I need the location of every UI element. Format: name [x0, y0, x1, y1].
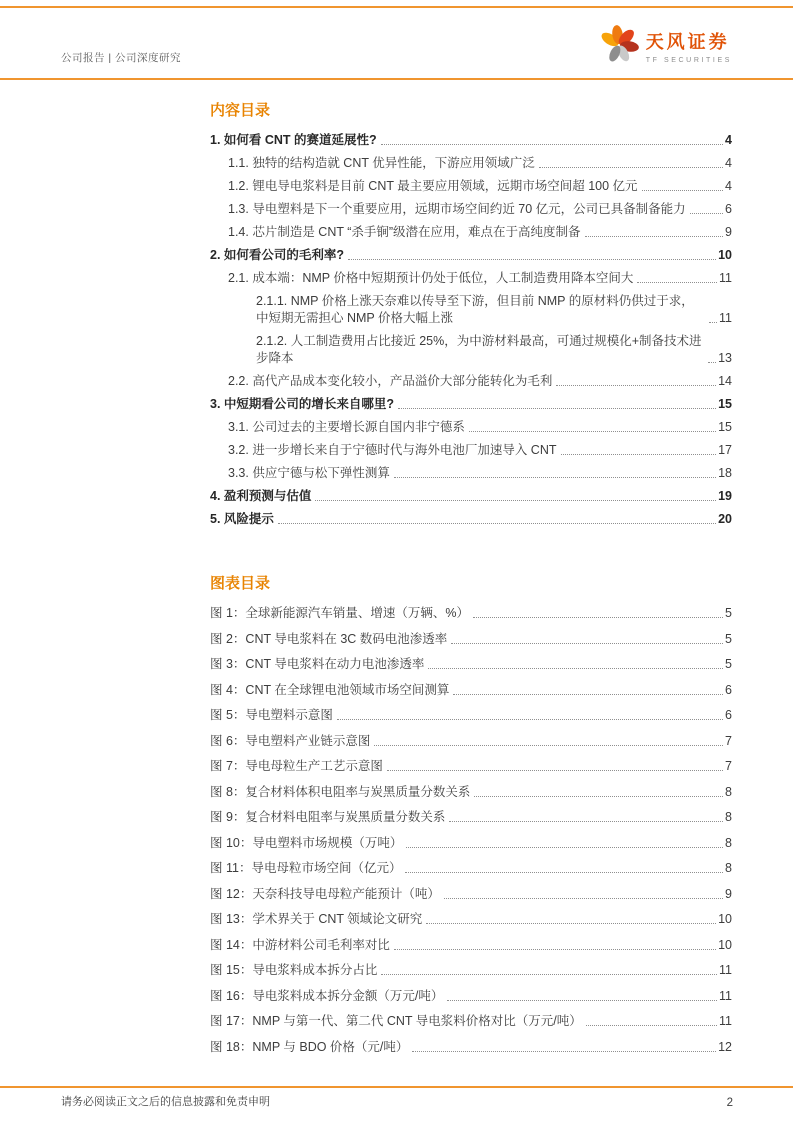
contents-entry-text: 3.2. 进一步增长来自于宁德时代与海外电池厂加速导入 CNT [228, 443, 557, 457]
contents-entry-page-number: 17 [718, 443, 732, 457]
contents-entry-page-number: 18 [718, 466, 732, 480]
figures-entry-page-number: 12 [718, 1039, 732, 1054]
dot-leader [586, 1025, 717, 1026]
figures-entry-text: 图 1：全球新能源汽车销量、增速（万辆、%） [210, 606, 470, 620]
figures-entry[interactable] [210, 758, 732, 775]
figures-entry-text: 图 16：导电浆料成本拆分金额（万元/吨） [210, 988, 444, 1003]
figures-entry-page-number: 9 [725, 886, 732, 901]
figures-entry-text: 图 2：CNT 导电浆料在 3C 数码电池渗透率 [210, 631, 448, 646]
contents-entry-text: 3. 中短期看公司的增长来自哪里? [210, 397, 395, 411]
figures-list [210, 605, 732, 1056]
figures-entry-text: 图 10：导电塑料市场规模（万吨） [210, 835, 403, 850]
contents-entry[interactable] [210, 247, 732, 264]
figures-entry[interactable] [210, 682, 732, 699]
figures-entry-page-number: 5 [725, 657, 732, 671]
dot-leader [709, 322, 717, 323]
contents-entry[interactable] [210, 155, 732, 172]
footer-disclaimer: 请务必阅读正文之后的信息披露和免责申明 [61, 1096, 270, 1108]
contents-entry-text: 1.4. 芯片制造是 CNT “杀手锏”级潜在应用，难点在于高纯度制备 [228, 225, 581, 239]
dot-leader [337, 719, 723, 720]
toc-page-body [210, 101, 732, 1064]
tf-securities-flower-icon [597, 24, 639, 68]
contents-entry-text: 2.1.2. 人工制造费用占比接近 25%，为中游材料最高，可通过规模化+制备技术进步降本 [256, 334, 702, 365]
figures-entry[interactable] [210, 1013, 732, 1030]
contents-entry[interactable] [210, 178, 732, 195]
contents-entry[interactable] [210, 333, 732, 367]
contents-entry-page-number: 4 [725, 156, 732, 170]
contents-entry-text: 5. 风险提示 [210, 512, 274, 526]
dot-leader [469, 431, 716, 432]
dot-leader [412, 1051, 716, 1052]
contents-entry-page-number: 14 [718, 374, 732, 388]
dot-leader [405, 872, 723, 873]
contents-entry[interactable] [210, 442, 732, 459]
contents-entry-text: 2.1. 成本端：NMP 价格中短期预计仍处于低位，人工制造费用降本空间大 [228, 271, 634, 285]
dot-leader [394, 949, 716, 950]
contents-entry-page-number: 11 [719, 311, 732, 325]
figures-entry-page-number: 8 [725, 784, 732, 799]
dot-leader [447, 1000, 717, 1001]
figures-entry-text: 图 8：复合材料体积电阻率与炭黑质量分数关系 [210, 784, 471, 799]
contents-entry-text: 2. 如何看公司的毛利率? [210, 248, 345, 262]
contents-entry-page-number: 4 [725, 133, 732, 147]
dot-leader [690, 213, 723, 214]
contents-entry-page-number: 11 [719, 271, 732, 285]
figures-section-title: 图表目录 [210, 575, 271, 592]
figures-entry-text: 图 9：复合材料电阻率与炭黑质量分数关系 [210, 810, 446, 824]
figures-entry[interactable] [210, 809, 732, 826]
contents-entry-page-number: 9 [725, 225, 732, 239]
contents-entry-text: 4. 盈利预测与估值 [210, 489, 312, 503]
figures-entry-text: 图 4：CNT 在全球锂电池领域市场空间测算 [210, 682, 450, 697]
dot-leader [398, 408, 716, 409]
brand-subtitle: TF SECURITIES [645, 57, 732, 64]
contents-entry-text: 1.3. 导电塑料是下一个重要应用，远期市场空间约近 70 亿元，公司已具备制备能力 [228, 202, 686, 216]
dot-leader [708, 362, 716, 363]
brand-name: 天风证券 [645, 32, 730, 52]
top-rule [0, 6, 793, 8]
figures-entry[interactable] [210, 911, 732, 928]
figures-entry-page-number: 8 [725, 810, 732, 824]
contents-section-title: 内容目录 [210, 102, 271, 119]
contents-entry-text: 1.1. 独特的结构造就 CNT 优异性能，下游应用领域广泛 [228, 156, 535, 170]
figures-entry[interactable] [210, 707, 732, 724]
contents-entry-page-number: 15 [718, 397, 732, 411]
figures-entry[interactable] [210, 860, 732, 877]
figures-entry[interactable] [210, 784, 732, 801]
contents-entry[interactable] [210, 373, 732, 390]
figures-entry[interactable] [210, 1039, 732, 1056]
contents-entry[interactable] [210, 270, 732, 287]
figures-entry-text: 图 5：导电塑料示意图 [210, 708, 333, 722]
contents-entry[interactable] [210, 201, 732, 218]
contents-entry[interactable] [210, 224, 732, 241]
contents-entry-text: 3.3. 供应宁德与松下弹性测算 [228, 466, 390, 480]
contents-entry-text: 2.1.1. NMP 价格上涨天奈难以传导至下游，但目前 NMP 的原材料仍供过于求，中短期无需担心 NMP 价格大幅上涨 [256, 294, 694, 325]
figures-entry-text: 图 14：中游材料公司毛利率对比 [210, 937, 390, 952]
contents-entry-page-number: 19 [718, 489, 732, 503]
figures-entry-text: 图 3：CNT 导电浆料在动力电池渗透率 [210, 657, 425, 671]
contents-entry-page-number: 15 [718, 420, 732, 434]
figures-entry-text: 图 7：导电母粒生产工艺示意图 [210, 759, 383, 773]
dot-leader [473, 617, 723, 618]
contents-entry[interactable] [210, 132, 732, 149]
figures-entry-page-number: 10 [718, 937, 732, 952]
figures-entry-text: 图 17：NMP 与第一代、第二代 CNT 导电浆料价格对比（万元/吨） [210, 1014, 582, 1028]
dot-leader [449, 821, 723, 822]
figures-entry[interactable] [210, 656, 732, 673]
figures-entry-page-number: 6 [725, 682, 732, 697]
dot-leader [381, 144, 723, 145]
figures-entry-page-number: 11 [719, 988, 732, 1003]
dot-leader [381, 974, 717, 975]
contents-entry-text: 3.1. 公司过去的主要增长源自国内非宁德系 [228, 420, 465, 434]
contents-entry-page-number: 6 [725, 202, 732, 216]
dot-leader [451, 643, 723, 644]
contents-entry-page-number: 4 [725, 179, 732, 193]
figures-entry-page-number: 11 [719, 963, 732, 977]
contents-entry[interactable] [210, 465, 732, 482]
figures-entry[interactable] [210, 631, 732, 648]
dot-leader [315, 500, 716, 501]
figures-entry-text: 图 6：导电塑料产业链示意图 [210, 733, 371, 748]
dot-leader [539, 167, 723, 168]
figures-entry-page-number: 11 [719, 1014, 732, 1028]
figures-entry[interactable] [210, 886, 732, 903]
dot-leader [444, 898, 723, 899]
contents-entry[interactable] [210, 511, 732, 528]
contents-entry[interactable] [210, 293, 732, 327]
figures-entry-page-number: 7 [725, 759, 732, 773]
contents-entry-page-number: 20 [718, 512, 732, 526]
dot-leader [556, 385, 716, 386]
figures-entry[interactable] [210, 835, 732, 852]
figures-entry-text: 图 13：学术界关于 CNT 领域论文研究 [210, 912, 423, 926]
dot-leader [637, 282, 717, 283]
figures-entry-page-number: 5 [725, 631, 732, 646]
dot-leader [348, 259, 716, 260]
report-type-breadcrumb: 公司报告 | 公司深度研究 [61, 52, 182, 64]
figures-entry-page-number: 8 [725, 835, 732, 850]
footer-page-number: 2 [726, 1097, 733, 1109]
figures-entry-page-number: 7 [725, 733, 732, 748]
contents-entry-text: 1. 如何看 CNT 的赛道延展性? [210, 133, 377, 147]
brand-logo [597, 24, 732, 68]
header-rule [0, 78, 793, 80]
contents-entry-page-number: 13 [718, 351, 732, 365]
dot-leader [394, 477, 716, 478]
dot-leader [406, 847, 723, 848]
dot-leader [426, 923, 716, 924]
figures-entry[interactable] [210, 733, 732, 750]
figures-entry-text: 图 12：天奈科技导电母粒产能预计（吨） [210, 886, 440, 901]
figures-entry-page-number: 6 [725, 708, 732, 722]
figures-entry-page-number: 10 [718, 912, 732, 926]
figures-entry[interactable] [210, 937, 732, 954]
figures-entry[interactable] [210, 605, 732, 622]
dot-leader [278, 523, 716, 524]
brand-text [646, 28, 732, 64]
dot-leader [561, 454, 717, 455]
dot-leader [387, 770, 723, 771]
figures-entry[interactable] [210, 988, 732, 1005]
contents-entry[interactable] [210, 419, 732, 436]
figures-entry-text: 图 11：导电母粒市场空间（亿元） [210, 861, 402, 875]
dot-leader [453, 694, 723, 695]
dot-leader [585, 236, 723, 237]
contents-entry[interactable] [210, 396, 732, 413]
footer-rule [0, 1086, 793, 1088]
contents-entry-page-number: 10 [718, 248, 732, 262]
contents-entry-text: 2.2. 高代产品成本变化较小，产品溢价大部分能转化为毛利 [228, 374, 553, 388]
figures-entry[interactable] [210, 962, 732, 979]
contents-list [210, 132, 732, 528]
dot-leader [642, 190, 724, 191]
figures-entry-text: 图 18：NMP 与 BDO 价格（元/吨） [210, 1039, 409, 1054]
figures-entry-page-number: 8 [725, 861, 732, 875]
contents-entry-text: 1.2. 锂电导电浆料是目前 CNT 最主要应用领域，远期市场空间超 100 亿元 [228, 179, 638, 193]
dot-leader [428, 668, 723, 669]
figures-entry-text: 图 15：导电浆料成本拆分占比 [210, 963, 378, 977]
dot-leader [374, 745, 723, 746]
figures-entry-page-number: 5 [725, 606, 732, 620]
contents-entry[interactable] [210, 488, 732, 505]
dot-leader [474, 796, 723, 797]
